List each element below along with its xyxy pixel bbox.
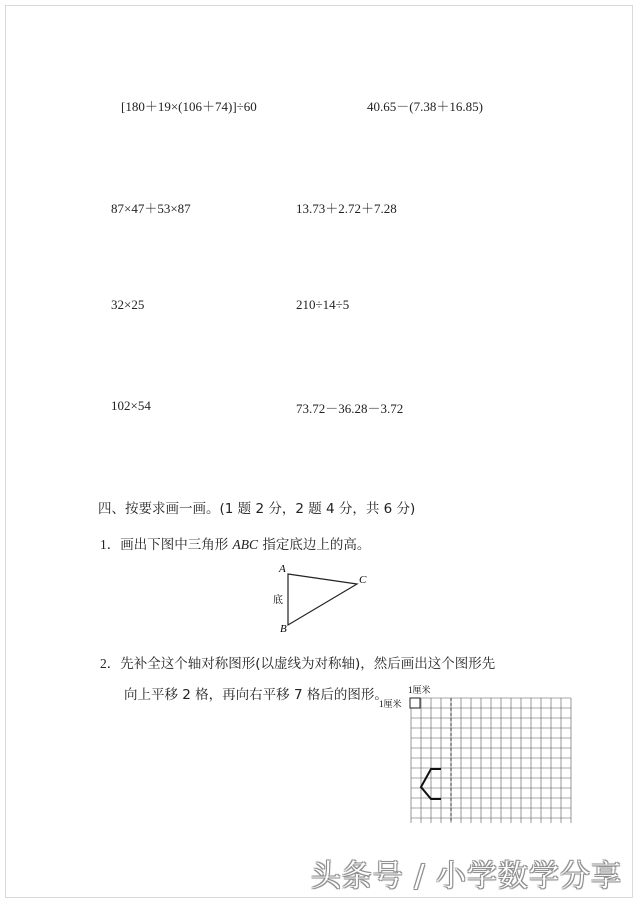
triangle-abc-figure xyxy=(270,560,380,635)
calc-4-right: 73.72－36.28－3.72 xyxy=(296,401,404,416)
question-1-text-after: 指定底边上的高。 xyxy=(258,537,371,553)
calc-2-left: 87×47＋53×87 xyxy=(111,201,191,216)
calc-4-left: 102×54 xyxy=(111,398,151,413)
question-1-number: 1． xyxy=(100,537,121,552)
label-base: 底 xyxy=(273,595,283,606)
question-1-triangle-name: ABC xyxy=(232,537,259,552)
question-1-text-before: 画出下图中三角形 xyxy=(120,537,233,553)
grid-lines xyxy=(411,698,571,823)
question-2-line-2: 向上平移 2 格，再向右平移 7 格后的图形。 xyxy=(124,687,388,703)
section-four-heading: 四、按要求画一画。(1 题 2 分，2 题 4 分，共 6 分) xyxy=(98,501,416,517)
unit-square xyxy=(410,698,420,708)
triangle-abc xyxy=(288,574,357,625)
calc-1-right: 40.65－(7.38＋16.85) xyxy=(367,99,483,114)
label-c: C xyxy=(359,574,367,586)
unit-label-side: 1厘米 xyxy=(379,699,402,709)
unit-label-top: 1厘米 xyxy=(408,685,431,695)
question-2-text-1: 先补全这个轴对称图形(以虚线为对称轴)，然后画出这个图形先 xyxy=(120,656,496,672)
question-2-number: 2． xyxy=(100,656,121,671)
question-2-line-1 xyxy=(100,652,495,672)
question-1 xyxy=(100,533,370,553)
calc-3-left: 32×25 xyxy=(111,297,145,312)
label-a: A xyxy=(279,563,286,575)
calc-1-left: [180＋19×(106＋74)]÷60 xyxy=(121,99,257,114)
calc-3-right: 210÷14÷5 xyxy=(296,297,350,312)
grid-figure xyxy=(370,680,585,830)
label-b: B xyxy=(280,623,287,635)
watermark: 头条号 / 小学数学分享 xyxy=(310,859,622,894)
calc-2-right: 13.73＋2.72＋7.28 xyxy=(296,201,397,216)
